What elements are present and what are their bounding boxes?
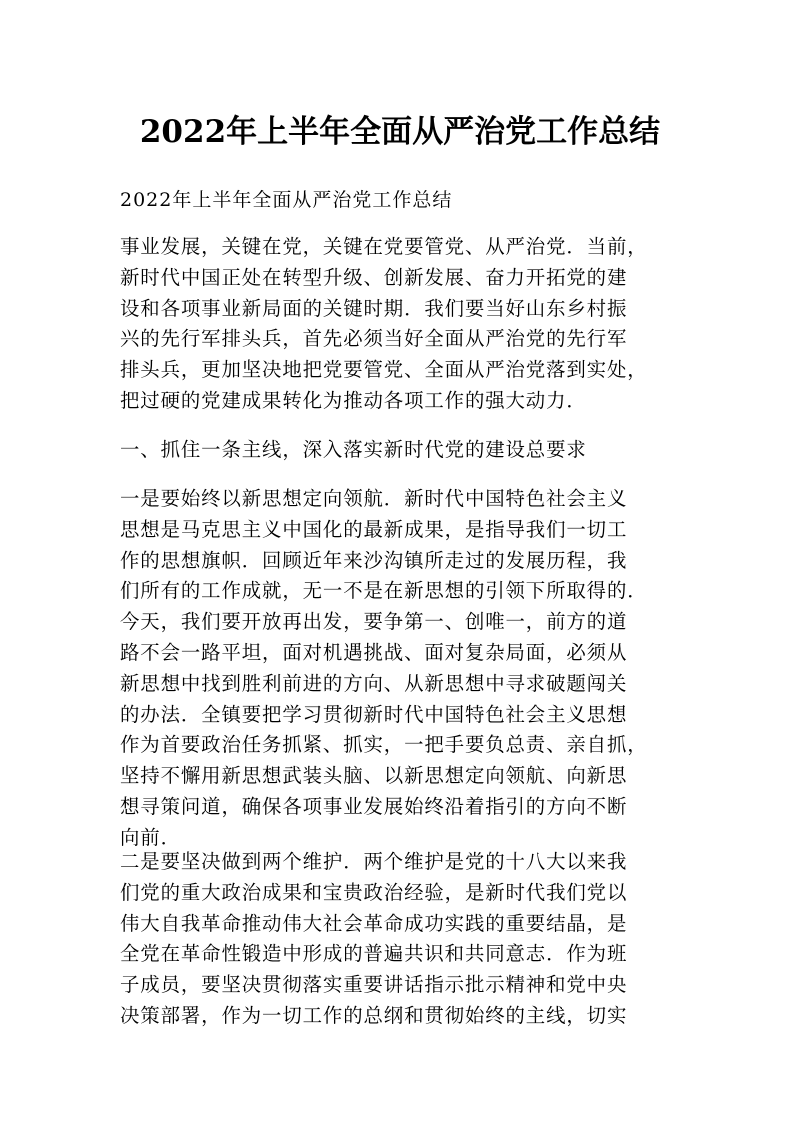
paragraph-line: 新时代中国正处在转型升级、创新发展、奋力开拓党的建 xyxy=(120,265,628,289)
paragraph-line: 坚持不懈用新思想武装头脑、以新思想定向领航、向新思 xyxy=(120,764,628,788)
paragraph-line: 把过硬的党建成果转化为推动各项工作的强大动力． xyxy=(120,388,587,412)
paragraph-line: 作为首要政治任务抓紧、抓实，一把手要负总责、亲自抓， xyxy=(120,733,648,757)
section-heading-line: 一、抓住一条主线，深入落实新时代党的建设总要求 xyxy=(120,438,587,461)
paragraph-line: 们所有的工作成就，无一不是在新思想的引领下所取得的． xyxy=(120,579,648,603)
paragraph-point-one xyxy=(120,484,680,854)
paragraph-line: 二是要坚决做到两个维护．两个维护是党的十八大以来我 xyxy=(120,850,628,873)
paragraph-line: 路不会一路平坦，面对机遇挑战、面对复杂局面，必须从 xyxy=(120,640,628,664)
paragraph-line: 今天，我们要开放再出发，要争第一、创唯一，前方的道 xyxy=(120,610,628,634)
paragraph-line: 作的思想旗帜．回顾近年来沙沟镇所走过的发展历程，我 xyxy=(120,548,628,572)
paragraph-line: 决策部署，作为一切工作的总纲和贯彻始终的主线，切实 xyxy=(120,1003,628,1027)
paragraph-line: 新思想中找到胜利前进的方向、从新思想中寻求破题闯关 xyxy=(120,671,628,695)
section-heading xyxy=(120,435,680,466)
paragraph-line: 设和各项事业新局面的关键时期．我们要当好山东乡村振 xyxy=(120,296,628,320)
paragraph-intro xyxy=(120,232,680,417)
paragraph-line: 伟大自我革命推动伟大社会革命成功实践的重要结晶，是 xyxy=(120,911,628,935)
paragraph-line: 一是要始终以新思想定向领航．新时代中国特色社会主义 xyxy=(120,487,628,510)
paragraph-line: 兴的先行军排头兵，首先必须当好全面从严治党的先行军 xyxy=(120,327,628,351)
paragraph-line: 思想是马克思主义中国化的最新成果，是指导我们一切工 xyxy=(120,517,628,541)
document-subtitle: 2022年上半年全面从严治党工作总结 xyxy=(120,189,453,211)
paragraph-line: 想寻策问道，确保各项事业发展始终沿着指引的方向不断 xyxy=(120,794,628,818)
paragraph-point-two xyxy=(120,847,680,1032)
paragraph-line: 子成员，要坚决贯彻落实重要讲话指示批示精神和党中央 xyxy=(120,973,628,997)
paragraph-line: 向前． xyxy=(120,825,181,849)
paragraph-line: 的办法．全镇要把学习贯彻新时代中国特色社会主义思想 xyxy=(120,702,628,726)
paragraph-line: 们党的重大政治成果和宝贵政治经验，是新时代我们党以 xyxy=(120,880,628,904)
paragraph-line: 事业发展，关键在党，关键在党要管党、从严治党．当前， xyxy=(120,235,648,258)
document-title: 2022年上半年全面从严治党工作总结 xyxy=(139,114,661,150)
paragraph-line: 全党在革命性锻造中形成的普遍共识和共同意志．作为班 xyxy=(120,942,628,966)
paragraph-line: 排头兵，更加坚决地把党要管党、全面从严治党落到实处， xyxy=(120,358,648,382)
